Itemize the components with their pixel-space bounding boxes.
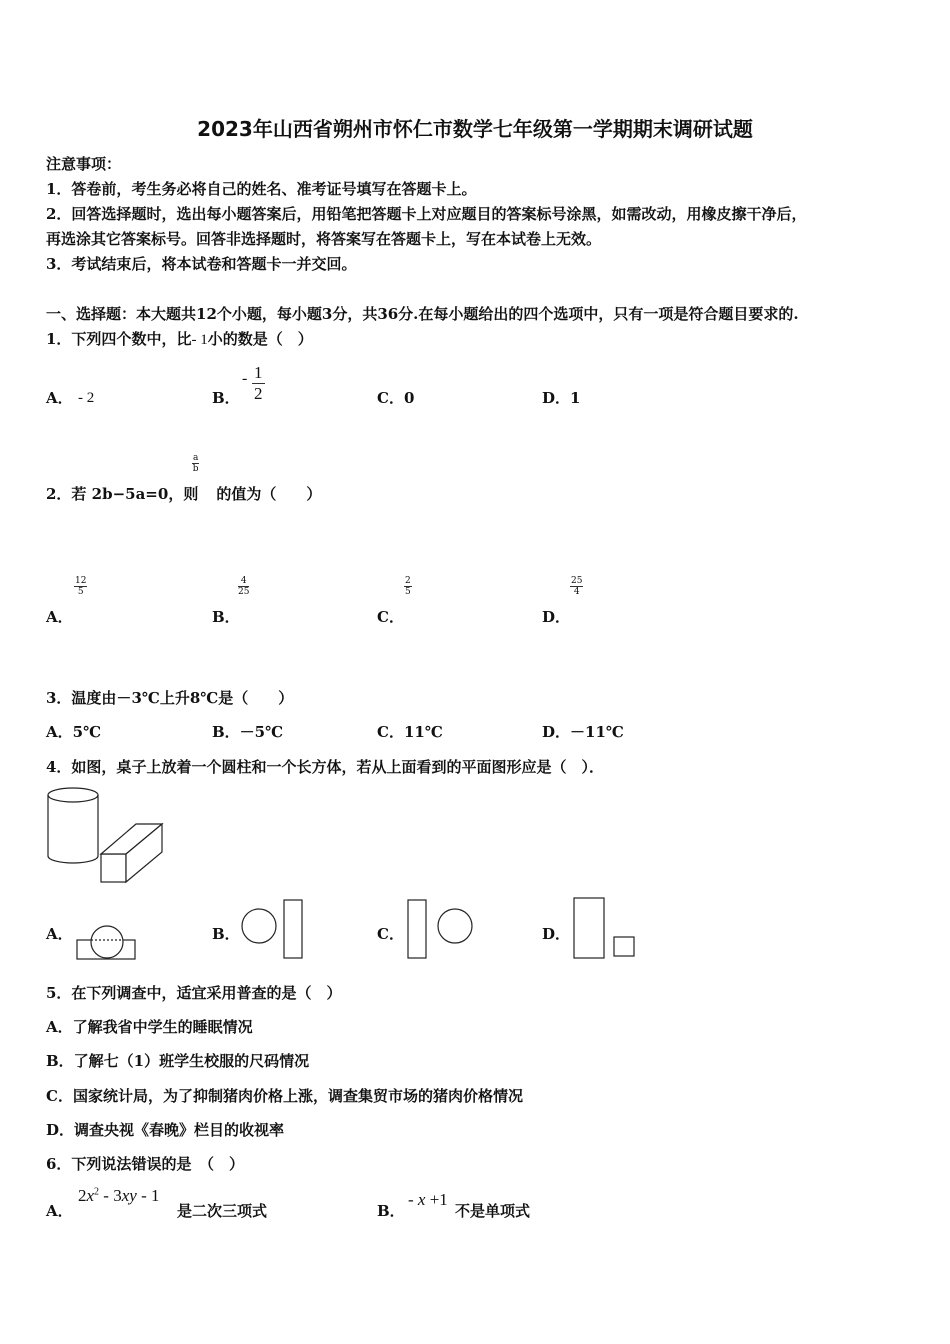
q1-option-d: D．1	[542, 389, 581, 407]
q2-option-a-label: A．	[46, 608, 73, 626]
q1-option-b-fraction: $\frac{1}{2}$	[254, 363, 263, 403]
section-heading: 一、选择题：本大题共12个小题，每小题3分，共36分.在每小题给出的四个选项中，只有一项是符合题目要求的.	[46, 305, 799, 323]
q3-option-d: D．－11℃	[542, 723, 624, 741]
q1-option-b-sign: -	[242, 370, 248, 387]
q1-stem: 1．下列四个数中，比- 1小的数是（ ）	[46, 330, 313, 348]
q4-figure-cylinder-box	[46, 786, 168, 886]
q1-option-b-label: B．	[212, 389, 240, 407]
q5-option-c: C．国家统计局，为了抑制猪肉价格上涨，调查集贸市场的猪肉价格情况	[46, 1087, 523, 1105]
q5-option-b: B．了解七（1）班学生校服的尺码情况	[46, 1052, 310, 1070]
q6-option-b-text: 不是单项式	[455, 1202, 531, 1220]
q1-option-a-label: A．	[46, 389, 73, 407]
q2-option-b-label: B．	[212, 608, 240, 626]
q6-option-a-label: A．	[46, 1202, 73, 1220]
q1-option-c: C．0	[377, 389, 415, 407]
q4-stem: 4．如图，桌子上放着一个圆柱和一个长方体，若从上面看到的平面图形应是（ ）．	[46, 758, 604, 776]
q2-option-c-label: C．	[377, 608, 404, 626]
q2-option-b-fraction: $\frac{4}{25}$	[238, 576, 250, 597]
q4-option-b-label: B．	[212, 925, 240, 943]
q6-option-b-expression: - x +1	[408, 1190, 448, 1209]
q2-option-d-fraction: $\frac{25}{4}$	[571, 576, 583, 597]
q5-stem: 5．在下列调查中，适宜采用普查的是（ ）	[46, 984, 342, 1002]
q3-option-c: C．11℃	[377, 723, 443, 741]
notice-item-3: 3．考试结束后，将本试卷和答题卡一并交回。	[46, 255, 357, 273]
q2-option-a-fraction: $\frac{12}{5}$	[75, 576, 87, 597]
q4-option-c-label: C．	[377, 925, 404, 943]
q4-option-a-figure	[76, 920, 138, 962]
q4-option-d-figure	[572, 896, 638, 960]
notice-item-2: 2．回答选择题时，选出每小题答案后，用铅笔把答题卡上对应题目的答案标号涂黑，如需改动，用橡皮擦干净后，	[46, 205, 807, 223]
q6-option-a-text: 是二次三项式	[177, 1202, 268, 1220]
page-title: 2023年山西省朔州市怀仁市数学七年级第一学期期末调研试题	[197, 117, 753, 141]
q2-stem-fraction: $\frac{a}{b}$	[192, 453, 199, 474]
q5-option-a: A．了解我省中学生的睡眠情况	[46, 1018, 253, 1036]
q2-option-d-label: D．	[542, 608, 571, 626]
q3-stem: 3．温度由－3℃上升8℃是（ ）	[46, 689, 294, 707]
q3-option-b: B．－5℃	[212, 723, 284, 741]
q1-option-a-value: - 2	[78, 390, 95, 406]
q4-option-a-label: A．	[46, 925, 73, 943]
q4-option-d-label: D．	[542, 925, 571, 943]
q6-stem: 6．下列说法错误的是 （ ）	[46, 1155, 244, 1173]
q6-option-a-expression: $2x^2 - 3xy - 1$	[78, 1186, 160, 1205]
notice-item-1: 1．答卷前，考生务必将自己的姓名、准考证号填写在答题卡上。	[46, 180, 477, 198]
q3-option-a: A．5℃	[46, 723, 102, 741]
q4-option-c-figure	[405, 898, 475, 960]
q4-option-b-figure	[240, 898, 306, 960]
notice-item-2-cont: 再选涂其它答案标号。回答非选择题时，将答案写在答题卡上，写在本试卷上无效。	[46, 230, 602, 248]
notice-heading: 注意事项：	[46, 155, 122, 173]
q5-option-d: D．调查央视《春晚》栏目的收视率	[46, 1121, 285, 1139]
q2-option-c-fraction: $\frac{2}{5}$	[405, 576, 411, 597]
q6-option-b-label: B．	[377, 1202, 405, 1220]
q2-stem: 2．若 2b−5a=0，则 的值为（ ）	[46, 485, 322, 503]
